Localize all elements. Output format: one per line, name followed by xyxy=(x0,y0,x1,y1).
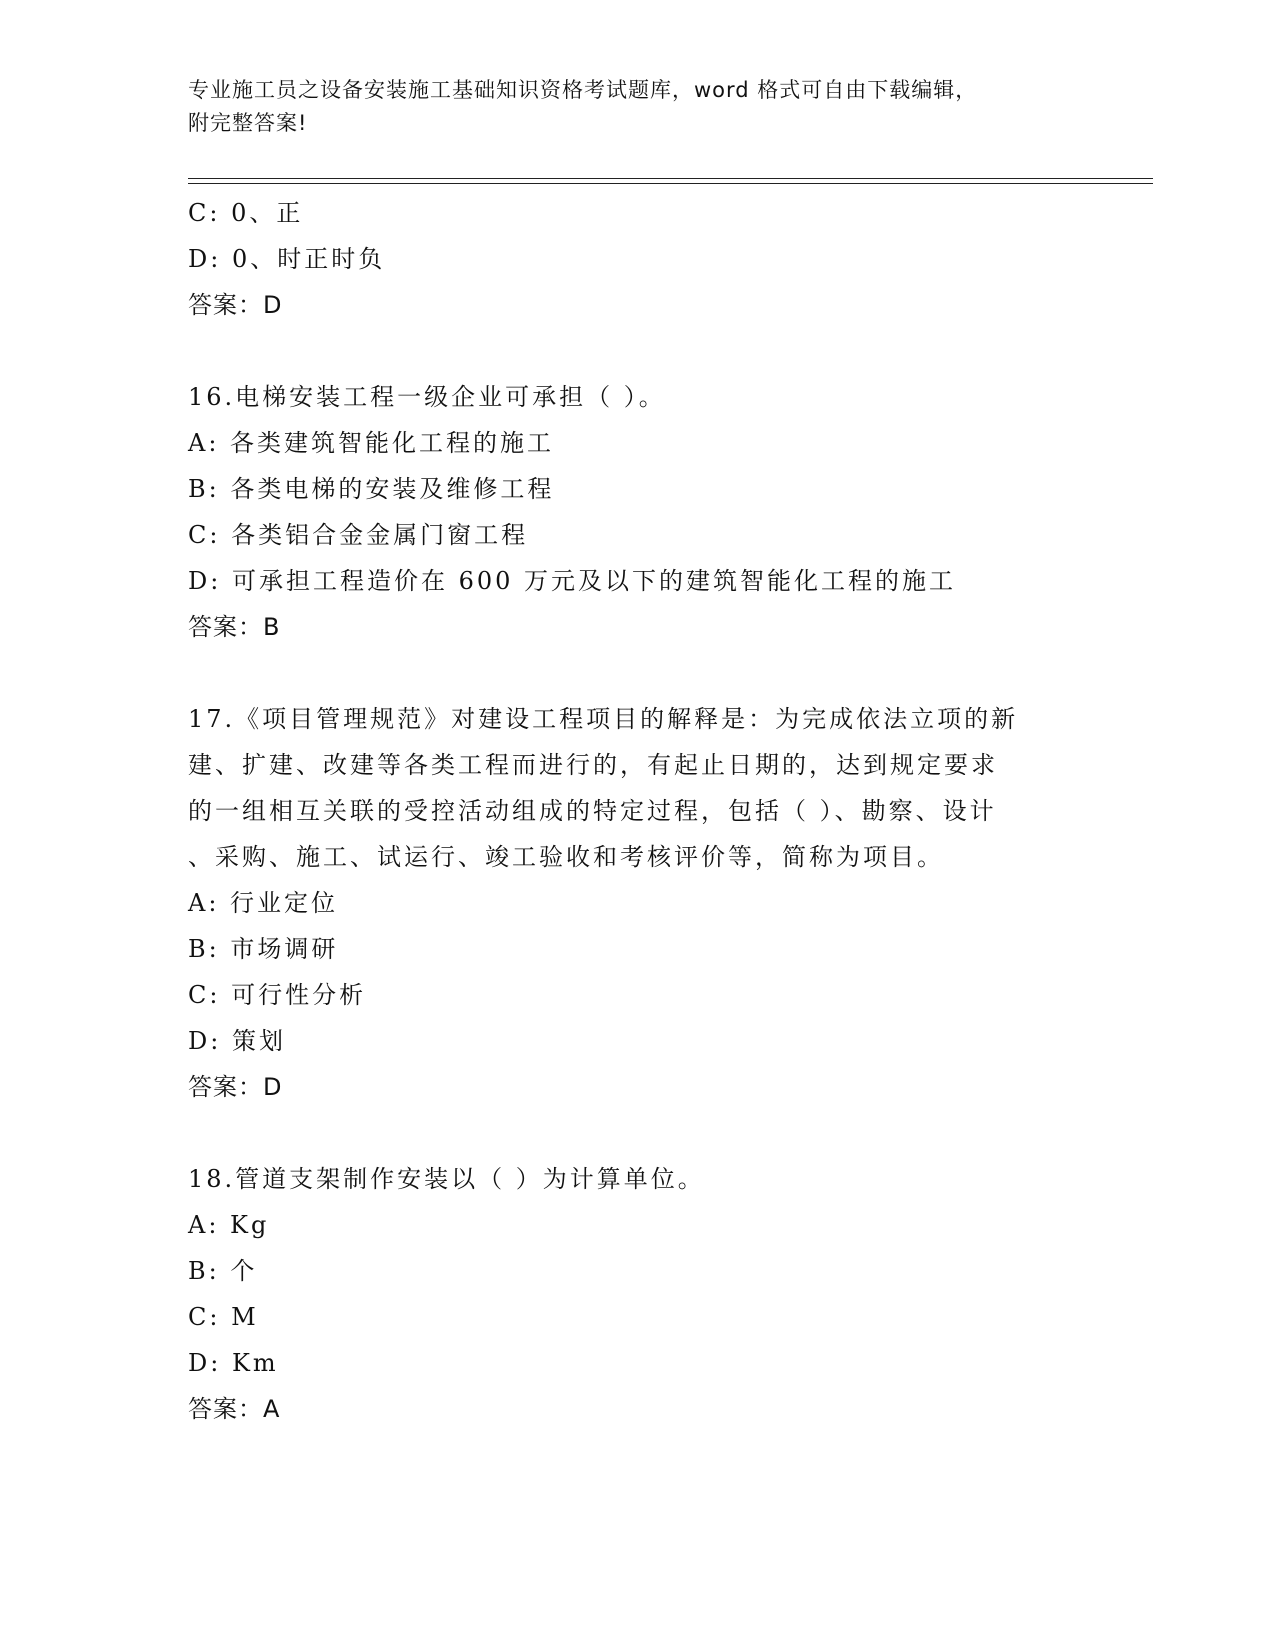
option-d: D: Km xyxy=(188,1349,279,1377)
question-18 xyxy=(188,1156,1088,1432)
option-a: A: 各类建筑智能化工程的施工 xyxy=(188,429,555,457)
question-stem: 16.电梯安装工程一级企业可承担（ ）。 xyxy=(188,383,666,411)
header-line-1: 专业施工员之设备安装施工基础知识资格考试题库，word 格式可自由下载编辑， xyxy=(188,78,978,102)
spacer xyxy=(188,328,1088,374)
answer-line: 答案：A xyxy=(188,1395,281,1423)
question-stem: 18.管道支架制作安装以（ ）为计算单位。 xyxy=(188,1165,705,1193)
header-line-2: 附完整答案! xyxy=(188,111,308,135)
document-body xyxy=(188,190,1088,1432)
spacer xyxy=(188,650,1088,696)
answer-line: 答案：D xyxy=(188,1073,283,1101)
header-divider-top xyxy=(188,178,1153,179)
question-stem-line-4: 、采购、施工、试运行、竣工验收和考核评价等，简称为项目。 xyxy=(188,843,944,871)
question-stem-line-3: 的一组相互关联的受控活动组成的特定过程，包括（ ）、勘察、设计 xyxy=(188,797,997,825)
header-divider-bottom xyxy=(188,183,1153,184)
option-d: D: 策划 xyxy=(188,1027,286,1055)
question-17 xyxy=(188,696,1088,1110)
question-stem-line-1: 17.《项目管理规范》对建设工程项目的解释是：为完成依法立项的新 xyxy=(188,705,1019,733)
option-b: B: 市场调研 xyxy=(188,935,339,963)
option-c: C: 各类铝合金金属门窗工程 xyxy=(188,521,529,549)
answer-line: 答案：B xyxy=(188,613,281,641)
spacer xyxy=(188,1110,1088,1156)
option-a: A: Kg xyxy=(188,1211,270,1239)
question-16 xyxy=(188,374,1088,650)
option-c: C: 可行性分析 xyxy=(188,981,367,1009)
option-d: D: 0、时正时负 xyxy=(188,245,386,273)
option-d: D: 可承担工程造价在 600 万元及以下的建筑智能化工程的施工 xyxy=(188,567,957,595)
option-c: C: M xyxy=(188,1303,259,1331)
document-header xyxy=(188,74,1068,140)
answer-line: 答案：D xyxy=(188,291,283,319)
question-15-tail xyxy=(188,190,1088,328)
option-c: C: 0、正 xyxy=(188,199,304,227)
option-b: B: 各类电梯的安装及维修工程 xyxy=(188,475,555,503)
option-b: B: 个 xyxy=(188,1257,258,1285)
question-stem-line-2: 建、扩建、改建等各类工程而进行的，有起止日期的，达到规定要求 xyxy=(188,751,998,779)
option-a: A: 行业定位 xyxy=(188,889,339,917)
